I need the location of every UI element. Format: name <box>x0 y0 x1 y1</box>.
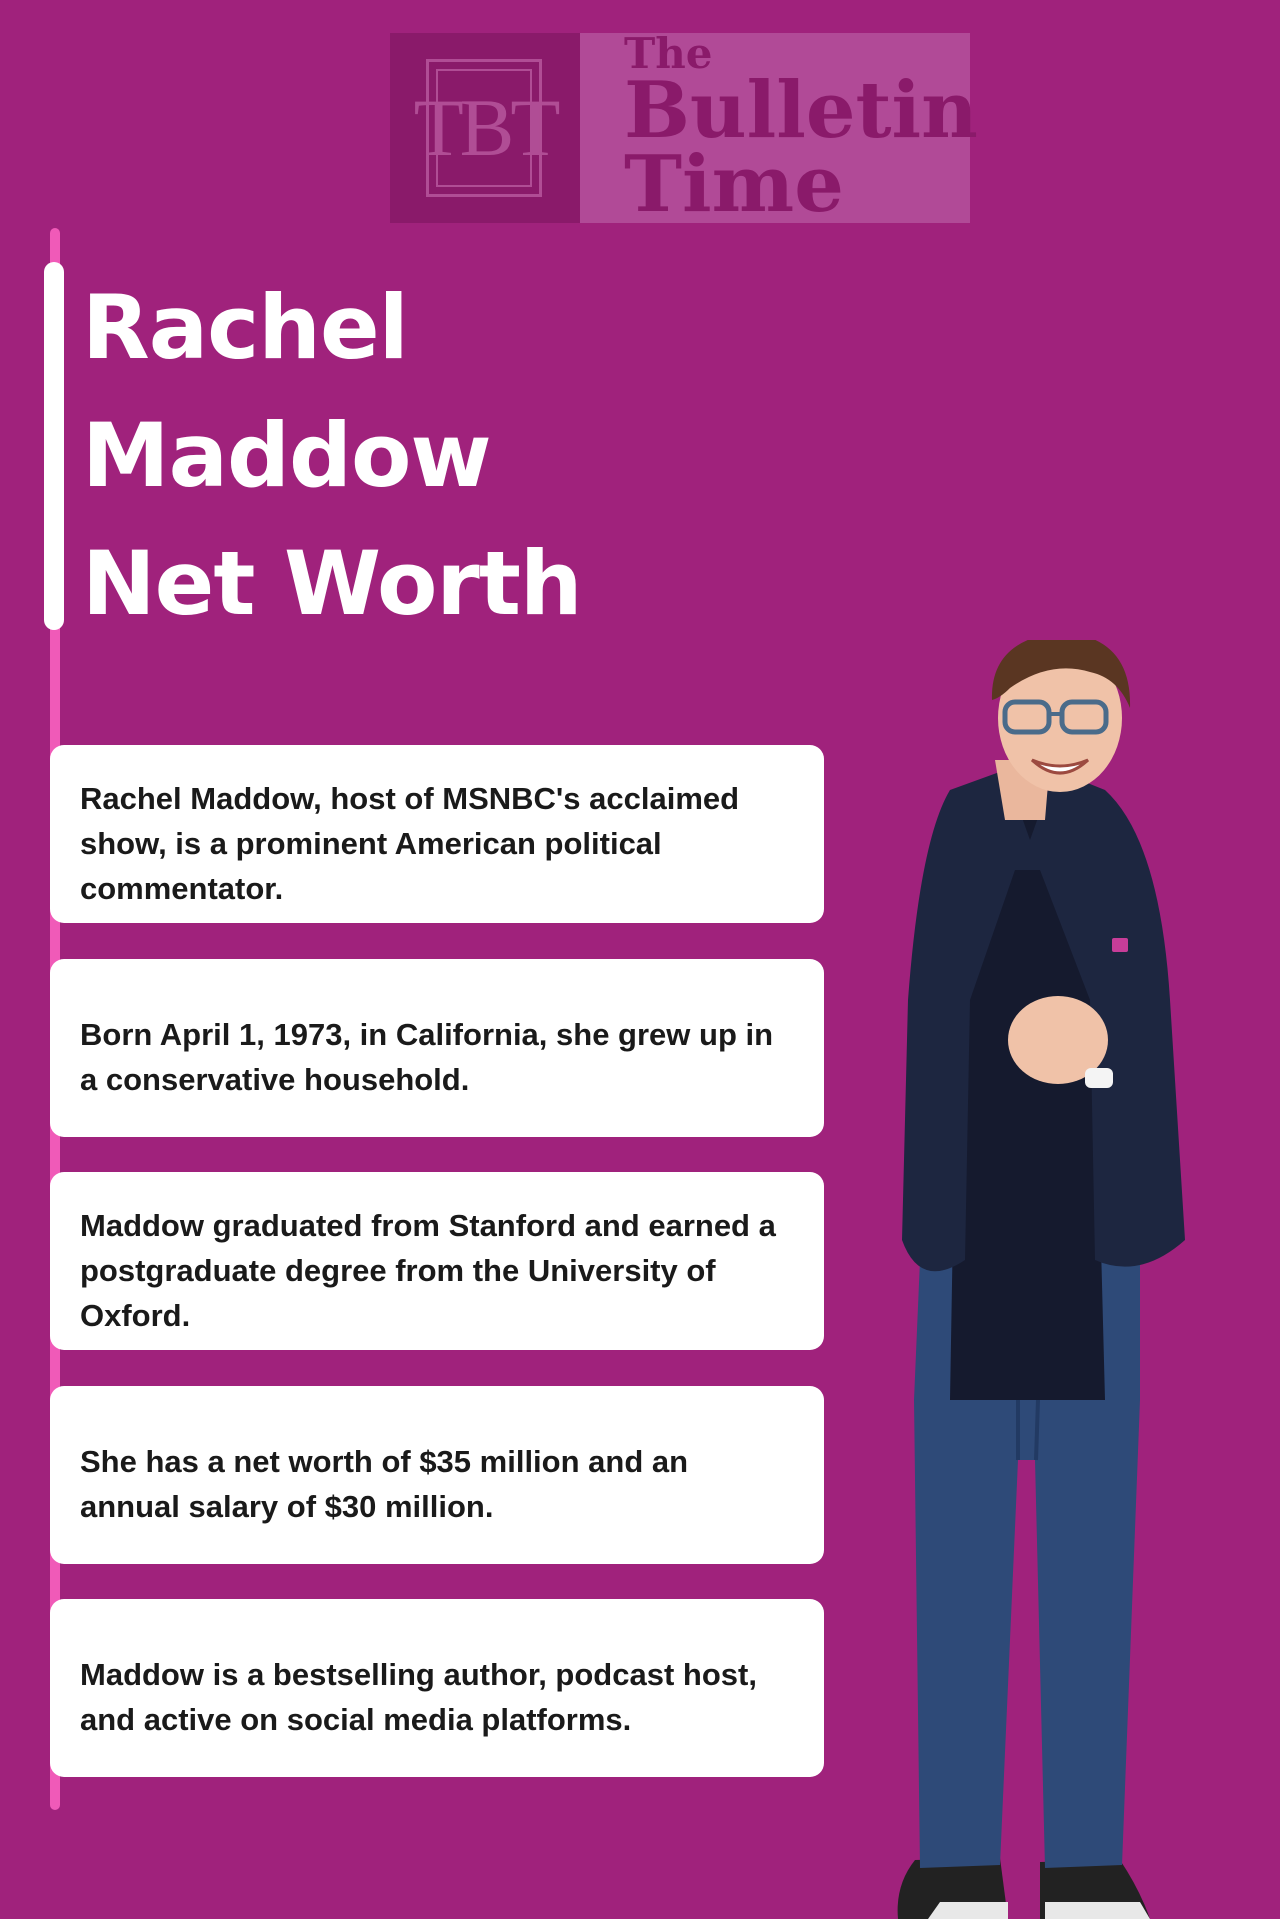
title-line-1: Rachel <box>82 276 408 379</box>
fact-text: Maddow is a bestselling author, podcast host, and active on social media platforms. <box>80 1657 757 1737</box>
fact-card-net-worth <box>50 1386 824 1564</box>
title-line-2: Maddow <box>82 404 491 507</box>
right-shoe-sole <box>1045 1902 1150 1919</box>
wristwatch <box>1085 1068 1113 1088</box>
person-photo <box>840 640 1280 1919</box>
title-accent-bar <box>44 262 64 630</box>
page-title <box>82 264 702 648</box>
title-line-3: Net Worth <box>82 532 582 635</box>
fact-card-host <box>50 745 824 923</box>
logo-monogram <box>390 33 580 223</box>
lapel-pin <box>1112 938 1128 952</box>
logo-wordmark <box>580 28 978 230</box>
logo-monogram-text: TBT <box>413 82 557 173</box>
fact-card-education <box>50 1172 824 1350</box>
left-shoe-sole <box>928 1902 1008 1919</box>
fact-text: Born April 1, 1973, in California, she grew up in a conservative household. <box>80 1017 774 1097</box>
logo-word-the: The <box>624 28 713 78</box>
fact-card-birth <box>50 959 824 1137</box>
brand-logo <box>390 28 978 230</box>
fact-text: Maddow graduated from Stanford and earned a postgraduate degree from the University of Oxford. <box>80 1207 776 1333</box>
logo-word-bulletin: Bulletin <box>624 64 978 156</box>
logo-word-time: Time <box>624 138 844 230</box>
fact-card-career <box>50 1599 824 1777</box>
fact-text: Rachel Maddow, host of MSNBC's acclaimed show, is a prominent American political commentator. <box>80 780 740 906</box>
fact-text: She has a net worth of $35 million and an annual salary of $30 million. <box>80 1444 689 1524</box>
